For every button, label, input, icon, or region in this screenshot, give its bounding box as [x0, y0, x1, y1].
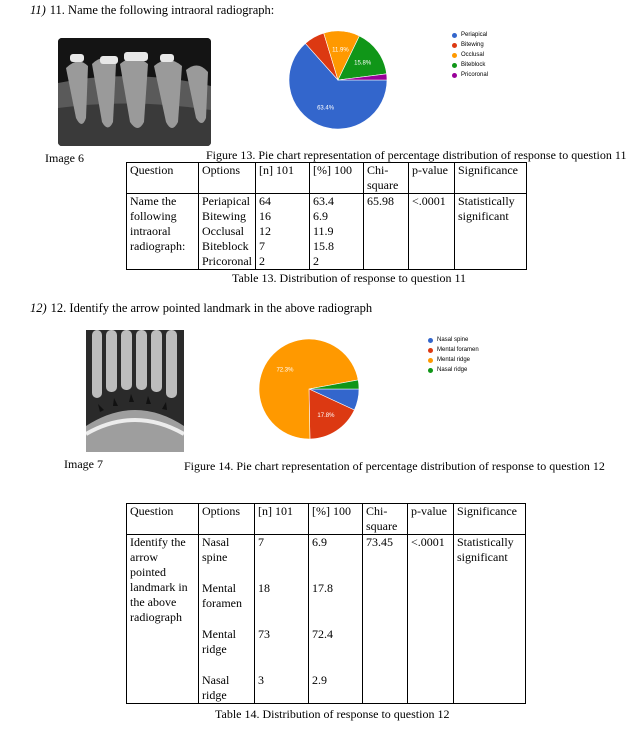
table-13-header-options: Options	[199, 163, 256, 194]
question-12-text: 12. Identify the arrow pointed landmark in the above radiograph	[50, 301, 373, 315]
significance-line: significant	[457, 550, 508, 564]
table-row-option: Mental	[202, 581, 236, 595]
table-13	[126, 162, 527, 270]
table-13-header-chi: Chi-square	[364, 163, 409, 194]
table-row-option: Bitewing	[202, 209, 246, 223]
pie-legend-figure-14	[428, 335, 479, 375]
legend-label: Biteblock	[461, 62, 486, 68]
table-row-option: Occlusal	[202, 224, 244, 238]
table-row-n: 7	[259, 239, 265, 253]
table-14-options-cell	[199, 535, 255, 704]
table-row-pct: 6.9	[313, 209, 328, 223]
question-11-number: 11)	[30, 3, 46, 17]
table-14-header-chi: Chi-square	[363, 504, 408, 535]
table-14-significance-cell	[454, 535, 526, 704]
table-row-pct: 11.9	[313, 224, 334, 238]
table-row-n: 3	[258, 673, 264, 687]
table-13-p-value: <.0001	[409, 194, 455, 270]
legend-item	[452, 30, 488, 40]
pie-slice-label: 63.4%	[317, 105, 335, 112]
table-row-pct: 2	[313, 254, 319, 268]
table-row-n: 18	[258, 581, 270, 595]
legend-label: Nasal ridge	[437, 367, 468, 373]
legend-label: Mental ridge	[437, 357, 471, 363]
table-14-question-cell	[127, 535, 199, 704]
table-row-n: 16	[259, 209, 271, 223]
legend-swatch	[428, 348, 433, 353]
legend-swatch	[428, 358, 433, 363]
pie-slice-label: 72.3%	[276, 367, 294, 374]
q12-question-line: the above	[130, 595, 177, 609]
table-13-header-n: [n] 101	[256, 163, 310, 194]
table-14-caption: Table 14. Distribution of response to question 12	[215, 707, 450, 721]
legend-item	[428, 365, 479, 375]
table-row-n: 7	[258, 535, 264, 549]
legend-label: Periapical	[461, 32, 488, 38]
question-11-text: 11. Name the following intraoral radiograph:	[49, 3, 275, 17]
q12-question-line: arrow	[130, 550, 158, 564]
table-row-option: spine	[202, 550, 228, 564]
legend-item	[428, 355, 479, 365]
image-6-caption: Image 6	[45, 151, 84, 165]
q12-question-line: pointed	[130, 565, 166, 579]
legend-item	[428, 345, 479, 355]
pie-chart-figure-13	[288, 30, 388, 130]
legend-item	[452, 40, 488, 50]
table-row-option: Nasal	[202, 535, 230, 549]
table-13-header-percent: [%] 100	[310, 163, 364, 194]
table-14-header-percent: [%] 100	[309, 504, 363, 535]
table-14-pct-cell	[309, 535, 363, 704]
q12-question-line: radiograph	[130, 610, 182, 624]
legend-label: Pricoronal	[461, 72, 489, 78]
legend-item	[452, 50, 488, 60]
table-row-pct: 2.9	[312, 673, 327, 687]
table-13-header-significance: Significance	[455, 163, 527, 194]
legend-label: Nasal spine	[437, 337, 469, 343]
table-row-pct: 6.9	[312, 535, 327, 549]
q12-question-line: Identify the	[130, 535, 186, 549]
table-row-option: Pricoronal	[202, 254, 252, 268]
radiograph-image-7	[86, 330, 184, 452]
q11-question-line: Name the	[130, 194, 177, 208]
table-row-pct: 17.8	[312, 581, 333, 595]
q11-question-line: intraoral	[130, 224, 171, 238]
table-row-option: foramen	[202, 596, 242, 610]
legend-swatch	[452, 33, 457, 38]
image-7-caption: Image 7	[64, 457, 103, 471]
table-row-option: Mental	[202, 627, 236, 641]
table-14-header-question: Question	[127, 504, 199, 535]
legend-item	[452, 70, 488, 80]
figure-13-caption: Figure 13. Pie chart representation of percentage distribution of response to question 11	[206, 148, 627, 162]
table-14	[126, 503, 526, 704]
pie-chart-figure-14	[258, 338, 360, 440]
legend-swatch	[428, 338, 433, 343]
significance-line: Statistically	[457, 535, 514, 549]
legend-label: Mental foramen	[437, 347, 479, 353]
table-14-header-significance: Significance	[454, 504, 526, 535]
significance-line: Statistically	[458, 194, 515, 208]
table-row-option: ridge	[202, 642, 227, 656]
legend-swatch	[428, 368, 433, 373]
table-13-chi-value: 65.98	[364, 194, 409, 270]
legend-label: Occlusal	[461, 52, 485, 58]
table-13-question-cell	[127, 194, 199, 270]
question-12-heading	[30, 301, 372, 316]
table-row-option: Nasal	[202, 673, 230, 687]
table-14-n-cell	[255, 535, 309, 704]
table-13-header-question: Question	[127, 163, 199, 194]
table-13-n-cell	[256, 194, 310, 270]
significance-line: significant	[458, 209, 509, 223]
table-row-pct: 63.4	[313, 194, 334, 208]
table-row-n: 64	[259, 194, 271, 208]
table-14-header-options: Options	[199, 504, 255, 535]
question-11-heading	[30, 3, 274, 18]
figure-14-caption: Figure 14. Pie chart representation of percentage distribution of response to question 12	[184, 459, 605, 473]
table-13-pct-cell	[310, 194, 364, 270]
legend-swatch	[452, 53, 457, 58]
question-12-number: 12)	[30, 301, 47, 315]
table-13-header-p: p-value	[409, 163, 455, 194]
table-13-options-cell	[199, 194, 256, 270]
pie-slice-label: 17.8%	[317, 412, 335, 419]
q12-question-line: landmark in	[130, 580, 188, 594]
table-14-header-n: [n] 101	[255, 504, 309, 535]
table-row-n: 73	[258, 627, 270, 641]
table-14-p-value: <.0001	[408, 535, 454, 704]
table-14-header-p: p-value	[408, 504, 454, 535]
q11-question-line: following	[130, 209, 177, 223]
table-row-pct: 72.4	[312, 627, 333, 641]
table-13-significance-cell	[455, 194, 527, 270]
table-row-n: 2	[259, 254, 265, 268]
legend-label: Bitewing	[461, 42, 484, 48]
legend-item	[428, 335, 479, 345]
radiograph-image-6	[58, 38, 211, 146]
legend-swatch	[452, 63, 457, 68]
table-row-option: Biteblock	[202, 239, 249, 253]
table-row-option: Periapical	[202, 194, 250, 208]
q11-question-line: radiograph:	[130, 239, 186, 253]
table-row-pct: 15.8	[313, 239, 334, 253]
pie-slice-label: 15.8%	[354, 60, 372, 67]
table-13-caption: Table 13. Distribution of response to question 11	[232, 271, 467, 285]
legend-swatch	[452, 73, 457, 78]
table-row-n: 12	[259, 224, 271, 238]
table-14-chi-value: 73.45	[363, 535, 408, 704]
legend-item	[452, 60, 488, 70]
pie-slice-label: 11.9%	[332, 47, 349, 54]
pie-legend-figure-13	[452, 30, 488, 80]
table-row-option: ridge	[202, 688, 227, 702]
legend-swatch	[452, 43, 457, 48]
